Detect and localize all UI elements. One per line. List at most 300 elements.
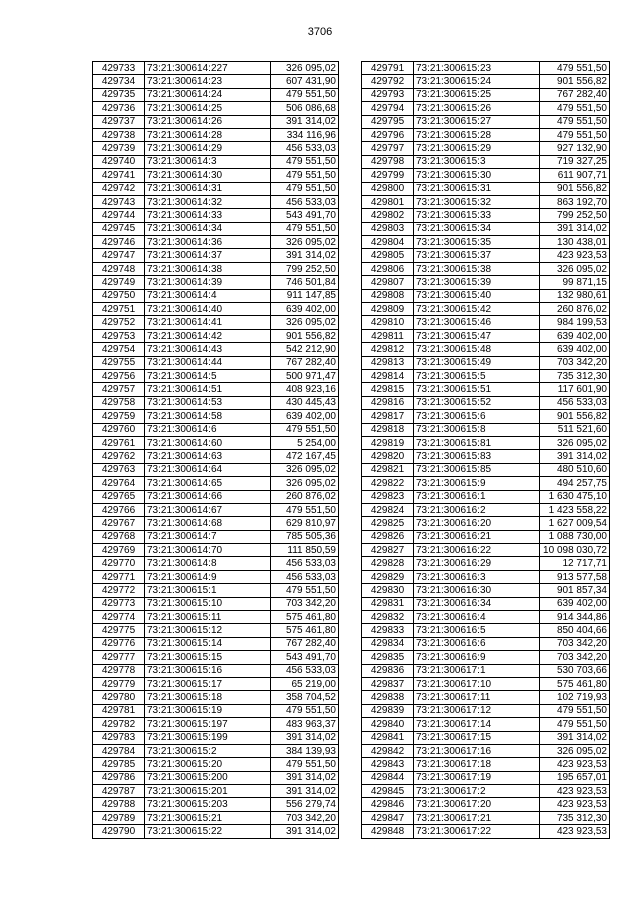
cadastral-value: 260 876,02	[540, 303, 610, 316]
table-row	[362, 316, 610, 329]
table-row	[93, 570, 339, 583]
cadastral-number: 73:21:300615:49	[414, 356, 540, 369]
table-row	[362, 155, 610, 168]
cadastral-value: 423 923,53	[540, 785, 610, 798]
table-row	[362, 463, 610, 476]
cadastral-number: 73:21:300616:2	[414, 503, 540, 516]
cadastral-value: 901 556,82	[540, 182, 610, 195]
table-row	[93, 744, 339, 757]
table-row	[93, 209, 339, 222]
cadastral-value: 500 971,47	[271, 369, 339, 382]
cadastral-number: 73:21:300616:6	[414, 637, 540, 650]
table-row	[93, 557, 339, 570]
table-row	[362, 262, 610, 275]
record-number: 429764	[93, 477, 145, 490]
record-number: 429845	[362, 785, 414, 798]
cadastral-value: 456 533,03	[271, 570, 339, 583]
record-number: 429778	[93, 664, 145, 677]
cadastral-number: 73:21:300615:34	[414, 222, 540, 235]
record-number: 429846	[362, 798, 414, 811]
cadastral-value: 639 402,00	[540, 343, 610, 356]
cadastral-number: 73:21:300616:21	[414, 530, 540, 543]
cadastral-number: 73:21:300615:85	[414, 463, 540, 476]
cadastral-number: 73:21:300615:47	[414, 329, 540, 342]
cadastral-number: 73:21:300617:11	[414, 691, 540, 704]
cadastral-number: 73:21:300615:17	[145, 677, 271, 690]
cadastral-value: 430 445,43	[271, 396, 339, 409]
table-row	[362, 677, 610, 690]
table-row	[362, 718, 610, 731]
cadastral-number: 73:21:300615:19	[145, 704, 271, 717]
cadastral-value: 117 601,90	[540, 383, 610, 396]
table-row	[362, 811, 610, 824]
cadastral-number: 73:21:300615:199	[145, 731, 271, 744]
table-row	[362, 825, 610, 838]
cadastral-value: 111 850,59	[271, 544, 339, 557]
table-row	[362, 410, 610, 423]
cadastral-value: 799 252,50	[540, 209, 610, 222]
cadastral-value: 901 556,82	[540, 410, 610, 423]
cadastral-value: 479 551,50	[540, 62, 610, 75]
cadastral-value: 391 314,02	[271, 115, 339, 128]
cadastral-number: 73:21:300614:70	[145, 544, 271, 557]
cadastral-value: 506 086,68	[271, 102, 339, 115]
cadastral-value: 719 327,25	[540, 155, 610, 168]
record-number: 429738	[93, 128, 145, 141]
table-row	[93, 611, 339, 624]
cadastral-number: 73:21:300615:33	[414, 209, 540, 222]
cadastral-value: 391 314,02	[271, 825, 339, 838]
record-number: 429801	[362, 195, 414, 208]
cadastral-value: 575 461,80	[271, 624, 339, 637]
cadastral-value: 494 257,75	[540, 477, 610, 490]
cadastral-number: 73:21:300617:20	[414, 798, 540, 811]
table-row	[93, 423, 339, 436]
record-number: 429832	[362, 611, 414, 624]
cadastral-value: 543 491,70	[271, 651, 339, 664]
cadastral-number: 73:21:300616:20	[414, 517, 540, 530]
cadastral-number: 73:21:300614:68	[145, 517, 271, 530]
table-row	[362, 289, 610, 302]
record-number: 429843	[362, 758, 414, 771]
record-number: 429829	[362, 570, 414, 583]
cadastral-value: 479 551,50	[271, 169, 339, 182]
table-row	[93, 383, 339, 396]
cadastral-number: 73:21:300615:16	[145, 664, 271, 677]
table-row	[362, 383, 610, 396]
record-number: 429751	[93, 303, 145, 316]
cadastral-value: 391 314,02	[271, 731, 339, 744]
table-row	[93, 115, 339, 128]
table-row	[362, 182, 610, 195]
record-number: 429774	[93, 611, 145, 624]
record-number: 429749	[93, 276, 145, 289]
table-row	[93, 88, 339, 101]
cadastral-number: 73:21:300615:42	[414, 303, 540, 316]
record-number: 429812	[362, 343, 414, 356]
cadastral-number: 73:21:300616:30	[414, 584, 540, 597]
cadastral-number: 73:21:300614:64	[145, 463, 271, 476]
cadastral-value: 358 704,52	[271, 691, 339, 704]
record-number: 429825	[362, 517, 414, 530]
cadastral-number: 73:21:300615:1	[145, 584, 271, 597]
cadastral-number: 73:21:300614:3	[145, 155, 271, 168]
record-number: 429784	[93, 744, 145, 757]
cadastral-number: 73:21:300615:197	[145, 718, 271, 731]
cadastral-value: 703 342,20	[540, 356, 610, 369]
cadastral-number: 73:21:300617:10	[414, 677, 540, 690]
record-number: 429795	[362, 115, 414, 128]
table-row	[93, 369, 339, 382]
cadastral-value: 911 147,85	[271, 289, 339, 302]
record-number: 429827	[362, 544, 414, 557]
table-row	[93, 597, 339, 610]
record-number: 429765	[93, 490, 145, 503]
record-number: 429791	[362, 62, 414, 75]
cadastral-value: 639 402,00	[540, 329, 610, 342]
record-number: 429761	[93, 436, 145, 449]
cadastral-number: 73:21:300615:40	[414, 289, 540, 302]
cadastral-value: 767 282,40	[271, 356, 339, 369]
table-row	[93, 450, 339, 463]
cadastral-value: 556 279,74	[271, 798, 339, 811]
record-number: 429777	[93, 651, 145, 664]
table-row	[362, 731, 610, 744]
cadastral-value: 735 312,30	[540, 811, 610, 824]
table-row	[362, 503, 610, 516]
table-row	[93, 303, 339, 316]
cadastral-number: 73:21:300615:35	[414, 236, 540, 249]
cadastral-number: 73:21:300615:10	[145, 597, 271, 610]
cadastral-number: 73:21:300614:42	[145, 329, 271, 342]
table-row	[93, 503, 339, 516]
cadastral-value: 260 876,02	[271, 490, 339, 503]
cadastral-value: 423 923,53	[540, 825, 610, 838]
record-number: 429823	[362, 490, 414, 503]
record-number: 429802	[362, 209, 414, 222]
table-row	[362, 758, 610, 771]
table-row	[362, 570, 610, 583]
cadastral-number: 73:21:300614:41	[145, 316, 271, 329]
table-row	[362, 637, 610, 650]
table-row	[362, 303, 610, 316]
table-row	[93, 316, 339, 329]
record-number: 429838	[362, 691, 414, 704]
cadastral-value: 384 139,93	[271, 744, 339, 757]
record-number: 429741	[93, 169, 145, 182]
cadastral-value: 326 095,02	[540, 436, 610, 449]
record-number: 429797	[362, 142, 414, 155]
table-row	[93, 490, 339, 503]
record-number: 429752	[93, 316, 145, 329]
table-row	[93, 530, 339, 543]
cadastral-value: 479 551,50	[271, 704, 339, 717]
table-row	[93, 142, 339, 155]
cadastral-value: 472 167,45	[271, 450, 339, 463]
cadastral-number: 73:21:300615:28	[414, 128, 540, 141]
cadastral-value: 530 703,66	[540, 664, 610, 677]
table-row	[93, 396, 339, 409]
cadastral-number: 73:21:300615:25	[414, 88, 540, 101]
cadastral-value: 479 551,50	[271, 155, 339, 168]
cadastral-value: 575 461,80	[271, 611, 339, 624]
cadastral-value: 479 551,50	[540, 115, 610, 128]
cadastral-number: 73:21:300615:39	[414, 276, 540, 289]
table-row	[362, 785, 610, 798]
table-row	[362, 423, 610, 436]
record-number: 429780	[93, 691, 145, 704]
cadastral-value: 326 095,02	[540, 262, 610, 275]
cadastral-value: 326 095,02	[271, 477, 339, 490]
cadastral-value: 423 923,53	[540, 758, 610, 771]
cadastral-value: 914 344,86	[540, 611, 610, 624]
cadastral-number: 73:21:300614:40	[145, 303, 271, 316]
cadastral-number: 73:21:300615:11	[145, 611, 271, 624]
table-row	[93, 691, 339, 704]
cadastral-value: 607 431,90	[271, 75, 339, 88]
cadastral-value: 326 095,02	[271, 236, 339, 249]
table-row	[93, 222, 339, 235]
record-number: 429740	[93, 155, 145, 168]
table-row	[93, 704, 339, 717]
record-number: 429789	[93, 811, 145, 824]
cadastral-value: 703 342,20	[271, 597, 339, 610]
cadastral-number: 73:21:300616:5	[414, 624, 540, 637]
right-table	[361, 61, 610, 839]
table-row	[362, 544, 610, 557]
table-row	[362, 477, 610, 490]
table-row	[93, 182, 339, 195]
table-row	[362, 557, 610, 570]
cadastral-value: 391 314,02	[271, 771, 339, 784]
table-row	[93, 75, 339, 88]
table-row	[93, 249, 339, 262]
cadastral-number: 73:21:300617:15	[414, 731, 540, 744]
cadastral-value: 195 657,01	[540, 771, 610, 784]
cadastral-number: 73:21:300614:39	[145, 276, 271, 289]
cadastral-value: 927 132,90	[540, 142, 610, 155]
record-number: 429799	[362, 169, 414, 182]
cadastral-number: 73:21:300616:3	[414, 570, 540, 583]
record-number: 429834	[362, 637, 414, 650]
cadastral-number: 73:21:300617:18	[414, 758, 540, 771]
table-row	[93, 356, 339, 369]
cadastral-value: 326 095,02	[271, 316, 339, 329]
cadastral-number: 73:21:300614:4	[145, 289, 271, 302]
table-row	[93, 785, 339, 798]
record-number: 429743	[93, 195, 145, 208]
table-row	[362, 651, 610, 664]
record-number: 429803	[362, 222, 414, 235]
cadastral-number: 73:21:300615:30	[414, 169, 540, 182]
record-number: 429768	[93, 530, 145, 543]
table-row	[93, 262, 339, 275]
cadastral-number: 73:21:300614:37	[145, 249, 271, 262]
table-row	[93, 544, 339, 557]
record-number: 429748	[93, 262, 145, 275]
cadastral-number: 73:21:300614:34	[145, 222, 271, 235]
table-row	[362, 664, 610, 677]
cadastral-value: 543 491,70	[271, 209, 339, 222]
cadastral-number: 73:21:300614:43	[145, 343, 271, 356]
record-number: 429848	[362, 825, 414, 838]
cadastral-number: 73:21:300616:22	[414, 544, 540, 557]
table-row	[93, 236, 339, 249]
cadastral-number: 73:21:300615:3	[414, 155, 540, 168]
table-row	[93, 155, 339, 168]
record-number: 429785	[93, 758, 145, 771]
cadastral-number: 73:21:300614:33	[145, 209, 271, 222]
cadastral-value: 511 521,60	[540, 423, 610, 436]
cadastral-number: 73:21:300614:29	[145, 142, 271, 155]
record-number: 429840	[362, 718, 414, 731]
table-row	[362, 209, 610, 222]
table-row	[362, 744, 610, 757]
cadastral-number: 73:21:300617:19	[414, 771, 540, 784]
record-number: 429757	[93, 383, 145, 396]
record-number: 429758	[93, 396, 145, 409]
record-number: 429746	[93, 236, 145, 249]
cadastral-value: 913 577,58	[540, 570, 610, 583]
cadastral-value: 901 556,82	[271, 329, 339, 342]
record-number: 429783	[93, 731, 145, 744]
record-number: 429824	[362, 503, 414, 516]
record-number: 429828	[362, 557, 414, 570]
record-number: 429759	[93, 410, 145, 423]
cadastral-number: 73:21:300614:227	[145, 62, 271, 75]
cadastral-value: 746 501,84	[271, 276, 339, 289]
cadastral-value: 479 551,50	[540, 128, 610, 141]
table-row	[362, 169, 610, 182]
cadastral-number: 73:21:300614:66	[145, 490, 271, 503]
table-row	[93, 436, 339, 449]
record-number: 429787	[93, 785, 145, 798]
record-number: 429737	[93, 115, 145, 128]
cadastral-number: 73:21:300615:46	[414, 316, 540, 329]
cadastral-number: 73:21:300615:32	[414, 195, 540, 208]
cadastral-value: 456 533,03	[271, 557, 339, 570]
table-row	[362, 222, 610, 235]
record-number: 429847	[362, 811, 414, 824]
cadastral-value: 483 963,37	[271, 718, 339, 731]
record-number: 429742	[93, 182, 145, 195]
cadastral-value: 391 314,02	[271, 785, 339, 798]
cadastral-number: 73:21:300615:48	[414, 343, 540, 356]
cadastral-number: 73:21:300614:63	[145, 450, 271, 463]
table-row	[362, 436, 610, 449]
page-number: 3706	[307, 26, 333, 38]
record-number: 429844	[362, 771, 414, 784]
cadastral-value: 408 923,16	[271, 383, 339, 396]
cadastral-value: 5 254,00	[271, 436, 339, 449]
record-number: 429818	[362, 423, 414, 436]
cadastral-value: 456 533,03	[540, 396, 610, 409]
cadastral-number: 73:21:300615:26	[414, 102, 540, 115]
cadastral-value: 639 402,00	[271, 410, 339, 423]
record-number: 429735	[93, 88, 145, 101]
cadastral-number: 73:21:300614:24	[145, 88, 271, 101]
record-number: 429766	[93, 503, 145, 516]
cadastral-number: 73:21:300615:27	[414, 115, 540, 128]
cadastral-value: 479 551,50	[271, 182, 339, 195]
record-number: 429809	[362, 303, 414, 316]
cadastral-value: 863 192,70	[540, 195, 610, 208]
table-row	[93, 329, 339, 342]
cadastral-number: 73:21:300615:31	[414, 182, 540, 195]
cadastral-number: 73:21:300614:7	[145, 530, 271, 543]
record-number: 429736	[93, 102, 145, 115]
cadastral-number: 73:21:300615:2	[145, 744, 271, 757]
record-number: 429739	[93, 142, 145, 155]
record-number: 429837	[362, 677, 414, 690]
table-row	[362, 798, 610, 811]
table-row	[93, 664, 339, 677]
table-row	[362, 369, 610, 382]
cadastral-value: 703 342,20	[271, 811, 339, 824]
record-number: 429807	[362, 276, 414, 289]
cadastral-number: 73:21:300615:200	[145, 771, 271, 784]
record-number: 429819	[362, 436, 414, 449]
record-number: 429794	[362, 102, 414, 115]
table-row	[362, 276, 610, 289]
record-number: 429773	[93, 597, 145, 610]
cadastral-number: 73:21:300615:14	[145, 637, 271, 650]
table-row	[93, 825, 339, 838]
cadastral-number: 73:21:300615:38	[414, 262, 540, 275]
table-row	[362, 356, 610, 369]
record-number: 429747	[93, 249, 145, 262]
cadastral-value: 479 551,50	[271, 503, 339, 516]
cadastral-number: 73:21:300614:53	[145, 396, 271, 409]
cadastral-number: 73:21:300614:65	[145, 477, 271, 490]
table-row	[362, 115, 610, 128]
table-row	[93, 463, 339, 476]
cadastral-value: 479 551,50	[271, 584, 339, 597]
cadastral-value: 799 252,50	[271, 262, 339, 275]
cadastral-number: 73:21:300614:36	[145, 236, 271, 249]
cadastral-number: 73:21:300615:52	[414, 396, 540, 409]
cadastral-value: 10 098 030,72	[540, 544, 610, 557]
record-number: 429816	[362, 396, 414, 409]
record-number: 429793	[362, 88, 414, 101]
cadastral-number: 73:21:300615:51	[414, 383, 540, 396]
record-number: 429821	[362, 463, 414, 476]
table-row	[93, 798, 339, 811]
record-number: 429830	[362, 584, 414, 597]
cadastral-number: 73:21:300617:21	[414, 811, 540, 824]
table-row	[93, 343, 339, 356]
cadastral-number: 73:21:300617:1	[414, 664, 540, 677]
table-row	[93, 62, 339, 75]
cadastral-value: 391 314,02	[540, 731, 610, 744]
cadastral-number: 73:21:300615:15	[145, 651, 271, 664]
record-number: 429798	[362, 155, 414, 168]
cadastral-value: 735 312,30	[540, 369, 610, 382]
cadastral-value: 391 314,02	[271, 249, 339, 262]
cadastral-value: 423 923,53	[540, 249, 610, 262]
cadastral-number: 73:21:300615:5	[414, 369, 540, 382]
cadastral-number: 73:21:300614:9	[145, 570, 271, 583]
cadastral-number: 73:21:300617:22	[414, 825, 540, 838]
cadastral-value: 479 551,50	[271, 423, 339, 436]
table-row	[93, 517, 339, 530]
cadastral-number: 73:21:300615:9	[414, 477, 540, 490]
cadastral-number: 73:21:300614:32	[145, 195, 271, 208]
record-number: 429813	[362, 356, 414, 369]
record-number: 429815	[362, 383, 414, 396]
cadastral-number: 73:21:300615:6	[414, 410, 540, 423]
record-number: 429790	[93, 825, 145, 838]
